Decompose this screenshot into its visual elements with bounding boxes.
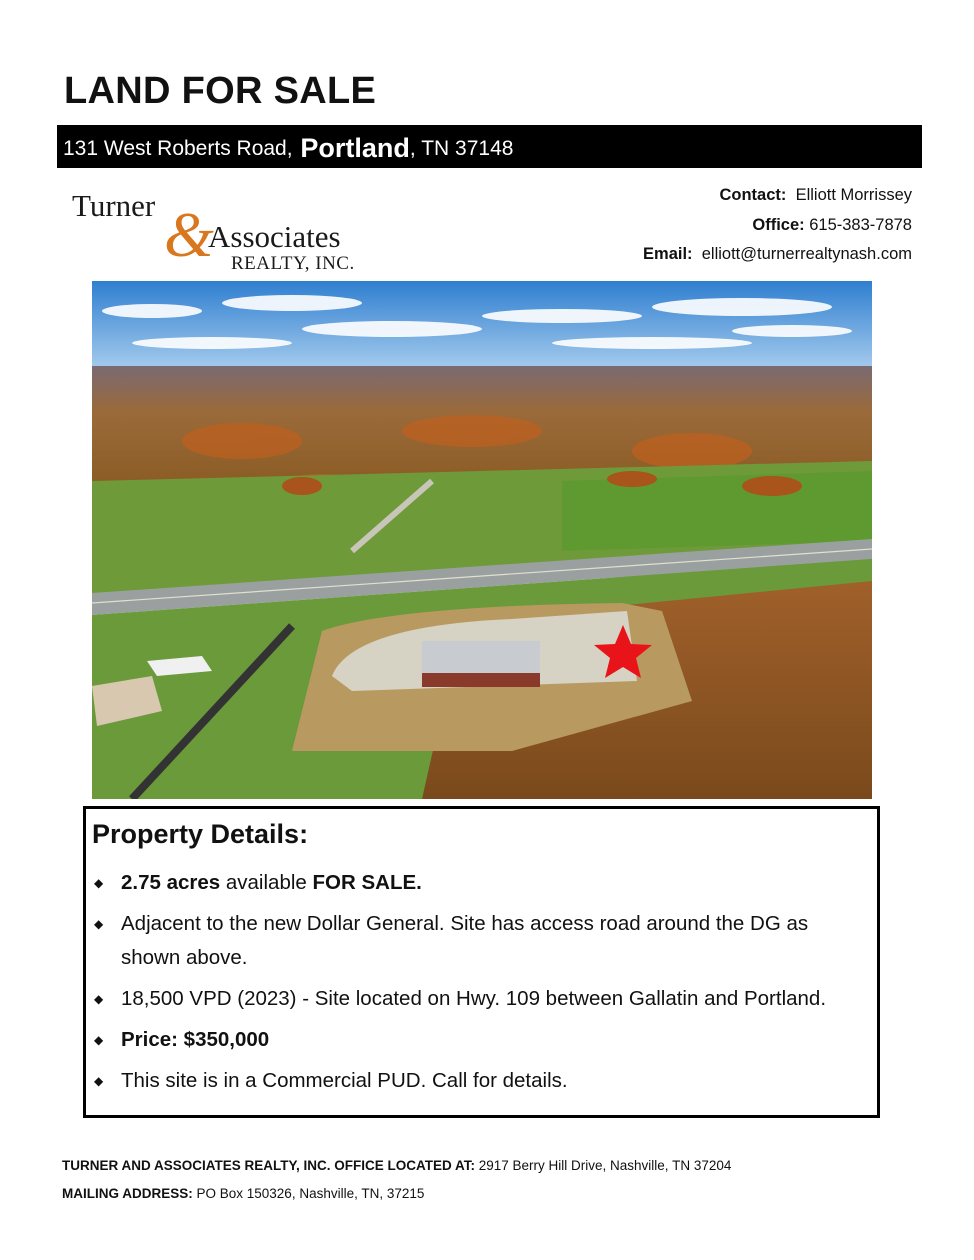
address-street: 131 West Roberts Road, — [63, 136, 299, 160]
office-phone: 615-383-7878 — [809, 215, 912, 234]
detail-item — [92, 866, 859, 900]
detail-item-text: Adjacent to the new Dollar General. Site has access road around the DG as shown above. — [121, 912, 814, 969]
detail-item-text: available — [220, 871, 313, 894]
logo-text-associates: Associates — [208, 219, 341, 254]
detail-item — [92, 982, 859, 1016]
footer-mailing-line — [62, 1180, 731, 1208]
address-state-zip: , TN 37148 — [409, 136, 514, 160]
detail-item — [92, 1064, 859, 1098]
bullet-diamond-icon: ◆ — [94, 1074, 104, 1088]
contact-label: Contact: — [719, 186, 787, 204]
contact-row — [643, 181, 912, 211]
office-label: Office: — [752, 215, 805, 234]
footer-mailing-label: MAILING ADDRESS: — [62, 1186, 193, 1201]
contact-name: Elliott Morrissey — [795, 186, 912, 204]
address-bar — [57, 125, 922, 168]
detail-item-emphasis: 2.75 acres — [121, 871, 221, 894]
logo-ampersand: & — [164, 199, 214, 270]
bullet-diamond-icon: ◆ — [94, 917, 104, 931]
logo-text-realty: REALTY, INC. — [231, 253, 355, 274]
detail-item-emphasis: Price: $350,000 — [121, 1028, 270, 1051]
detail-item — [92, 907, 859, 975]
bullet-diamond-icon: ◆ — [94, 876, 104, 890]
property-details-list — [92, 866, 859, 1098]
detail-item-text: This site is in a Commercial PUD. Call for details. — [121, 1069, 568, 1092]
office-row — [643, 211, 912, 241]
footer-mailing-address: PO Box 150326, Nashville, TN, 37215 — [192, 1186, 425, 1201]
detail-item-emphasis: FOR SALE. — [312, 871, 422, 894]
bullet-diamond-icon: ◆ — [94, 992, 104, 1006]
detail-item — [92, 1023, 859, 1057]
aerial-property-photo — [92, 281, 872, 799]
detail-item-text: 18,500 VPD (2023) - Site located on Hwy. 109 between Gallatin and Portland. — [121, 987, 827, 1010]
address-city: Portland — [300, 133, 410, 163]
property-details-heading: Property Details: — [92, 819, 309, 849]
footer — [62, 1152, 731, 1208]
email-label: Email: — [643, 245, 693, 263]
contact-block — [643, 181, 912, 270]
bullet-diamond-icon: ◆ — [94, 1033, 104, 1047]
footer-office-address: 2917 Berry Hill Drive, Nashville, TN 37204 — [475, 1158, 732, 1173]
page-title: LAND FOR SALE — [64, 70, 377, 112]
email-row — [643, 240, 912, 270]
footer-office-label: TURNER AND ASSOCIATES REALTY, INC. OFFICE LOCATED AT: — [62, 1158, 475, 1173]
email-address[interactable]: elliott@turnerrealtynash.com — [701, 245, 912, 263]
footer-office-line — [62, 1152, 731, 1180]
logo-text-turner: Turner — [72, 188, 156, 223]
property-details-box — [83, 806, 880, 1118]
company-logo — [70, 186, 370, 276]
